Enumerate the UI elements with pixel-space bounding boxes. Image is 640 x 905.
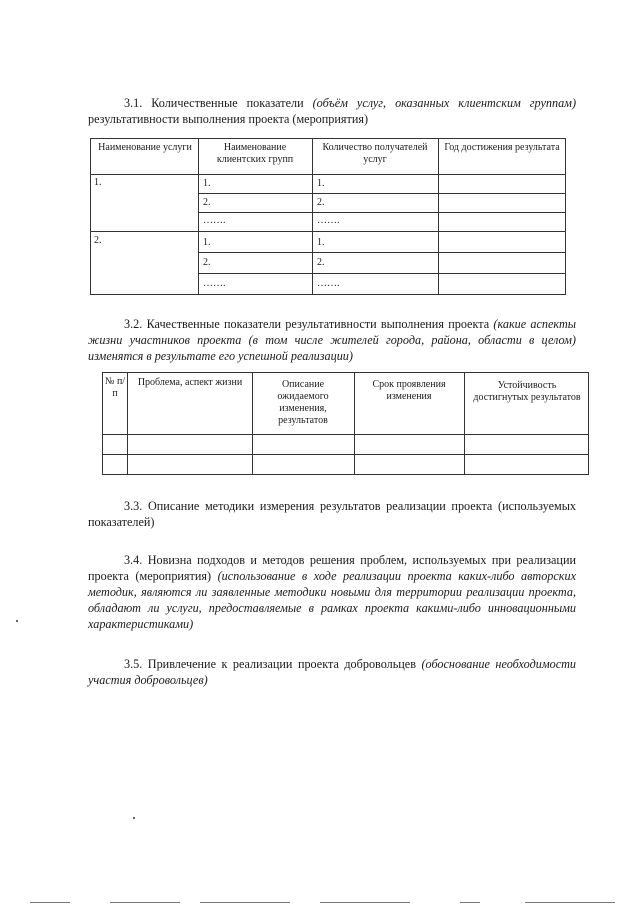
scan-edge-line	[320, 902, 410, 903]
section-3-1-text: Количественные показатели	[151, 96, 304, 110]
header-recipients-count: Количество получателей услуг	[322, 142, 428, 165]
row-2-group-1: 1.	[203, 237, 211, 248]
row-2-recipients-2: 2.	[317, 257, 325, 268]
header-problem: Проблема, аспект жизни	[137, 377, 243, 388]
scan-edge-line	[30, 902, 70, 903]
section-3-4	[88, 552, 576, 632]
section-3-5-italic: (обоснование необходимости участия добровольцев)	[88, 657, 577, 687]
row-1-group-3: …….	[203, 215, 226, 226]
section-3-5-text: Привлечение к реализации проекта добровольцев	[147, 657, 416, 671]
row-2-recipients-1: 1.	[317, 237, 325, 248]
section-3-2-italic: (какие аспекты жизни участников проекта (в том числе жителей города, района, области в целом) изменятся в результате его успешной реализации)	[88, 317, 577, 363]
section-3-2-heading	[88, 316, 576, 364]
scan-edge-line	[460, 902, 480, 903]
table-row-2-service: 2.	[94, 235, 102, 246]
section-3-4-text: Новизна подходов и методов решения проблем, используемых при реализации проекта (мероприятия)	[88, 553, 576, 583]
section-3-3-number: 3.3.	[124, 499, 143, 513]
section-3-4-number: 3.4.	[124, 553, 143, 567]
section-3-5	[88, 656, 576, 688]
row-1-group-2: 2.	[203, 197, 211, 208]
section-3-5-number: 3.5.	[124, 657, 143, 671]
row-1-recipients-3: …….	[317, 215, 340, 226]
row-1-recipients-1: 1.	[317, 178, 325, 189]
table-row-1-service: 1.	[94, 177, 102, 188]
section-3-1-text-2: результативности выполнения проекта (мероприятия)	[88, 112, 369, 126]
header-client-groups: Наименование клиентских групп	[216, 142, 294, 165]
section-3-1-heading	[88, 95, 576, 127]
scan-dot	[16, 620, 18, 622]
scan-edge-line	[525, 902, 615, 903]
section-3-4-italic: (использование в ходе реализации проекта каких-либо авторских методик, являются ли заявленные методики новыми для территории реализации проекта, обладают ли услуги, предоставляемые в рамках проекта какими-либо инновационными характеристиками)	[88, 569, 577, 631]
row-2-group-2: 2.	[203, 257, 211, 268]
scan-edge-line	[110, 902, 180, 903]
section-3-2-number: 3.2.	[124, 317, 143, 331]
row-2-recipients-3: …….	[317, 278, 340, 289]
header-expected-change: Описание ожидаемого изменения, результатов	[277, 379, 329, 426]
scan-edge-line	[200, 902, 290, 903]
scan-dot	[133, 817, 135, 819]
row-1-group-1: 1.	[203, 178, 211, 189]
section-3-3	[88, 498, 576, 530]
header-service-name: Наименование услуги	[98, 142, 192, 153]
header-change-term: Срок проявления изменения	[372, 379, 446, 402]
row-2-group-3: …….	[203, 278, 226, 289]
section-3-2-text: Качественные показатели результативности выполнения проекта	[146, 317, 490, 331]
section-3-1-italic: (объём услуг, оказанных клиентским группам)	[312, 96, 577, 110]
header-number: № п/п	[104, 376, 126, 399]
section-3-3-text: Описание методики измерения результатов реализации проекта (используемых показателей)	[88, 499, 577, 529]
row-1-recipients-2: 2.	[317, 197, 325, 208]
section-3-1-number: 3.1.	[124, 96, 143, 110]
header-achievement-year: Год достижения результата	[444, 142, 560, 153]
header-sustainability: Устойчивость достигнутых результатов	[473, 380, 581, 403]
